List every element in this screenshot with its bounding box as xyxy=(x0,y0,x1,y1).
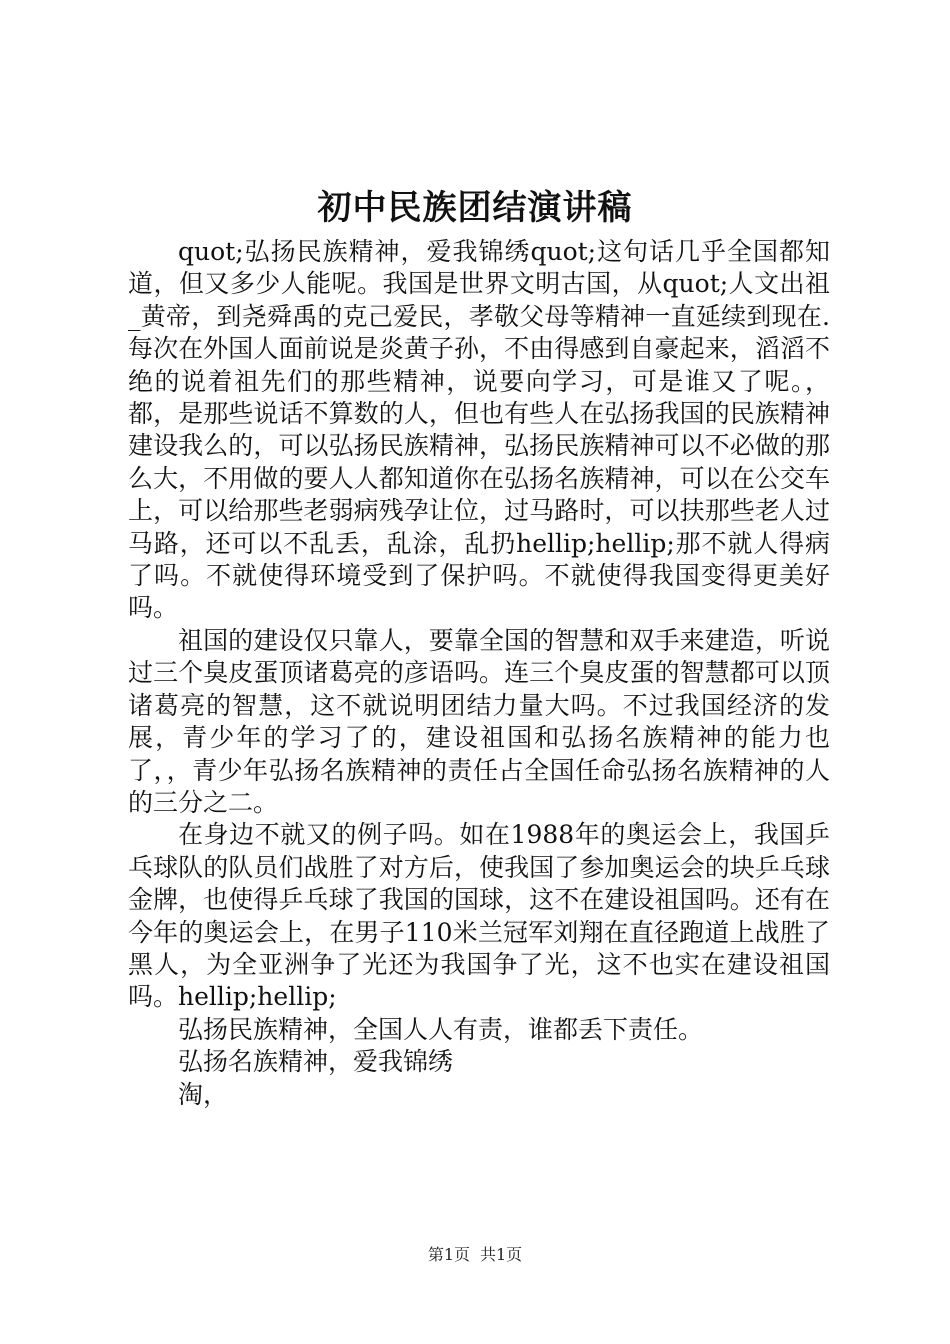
page-number: 第1页 xyxy=(427,1245,470,1264)
paragraph: quot;弘扬民族精神，爱我锦绣quot;这句话几乎全国都知道，但又多少人能呢。我国是世界文明古国，从quot;人文出祖_黄帝，到尧舜禹的克己爱民，孝敬父母等精神一直延续到现在.每次在外国人面前说是炎黄子孙，不由得感到自豪起来，滔滔不绝的说着祖先们的那些精神，说要向学习，可是谁又了呢。，都，是那些说话不算数的人，但也有些人在弘扬我国的民族精神建设我么的，可以弘扬民族精神，弘扬民族精神可以不必做的那么大，不用做的要人人都知道你在弘扬名族精神，可以在公交车上，可以给那些老弱病残孕让位，过马路时，可以扶那些老人过马路，还可以不乱丢，乱涂，乱扔hellip;hellip;那不就人得病了吗。不就使得环境受到了保护吗。不就使得我国变得更美好吗。 xyxy=(128,237,830,623)
paragraph: 淘， xyxy=(178,1079,229,1109)
paragraph: 祖国的建设仅只靠人，要靠全国的智慧和双手来建造，听说过三个臭皮蛋顶诸葛亮的彦语吗。连三个臭皮蛋的智慧都可以顶诸葛亮的智慧，这不就说明团结力量大吗。不过我国经济的发展，青少年的学习了的，建设祖国和弘扬名族精神的能力也了，，青少年弘扬名族精神的责任占全国任命弘扬名族精神的人的三分之二。 xyxy=(128,625,830,817)
page-total: 共1页 xyxy=(480,1245,523,1264)
document-body xyxy=(128,236,830,1111)
paragraph: 在身边不就又的例子吗。如在1988年的奥运会上，我国乒乓球队的队员们战胜了对方后，使我国了参加奥运会的块乒乓球金牌，也使得乒乓球了我国的国球，这不在建设祖国吗。还有在今年的奥运会上，在男子110米兰冠军刘翔在直径跑道上战胜了黑人，为全亚洲争了光还为我国争了光，这不也实在建设祖国吗。hellip;hellip; xyxy=(128,820,830,1012)
page-footer xyxy=(0,1243,950,1267)
document-title: 初中民族团结演讲稿 xyxy=(317,188,633,228)
paragraph: 弘扬名族精神，爱我锦绣 xyxy=(178,1047,454,1077)
paragraph: 弘扬民族精神，全国人人有责，谁都丢下责任。 xyxy=(178,1014,704,1044)
